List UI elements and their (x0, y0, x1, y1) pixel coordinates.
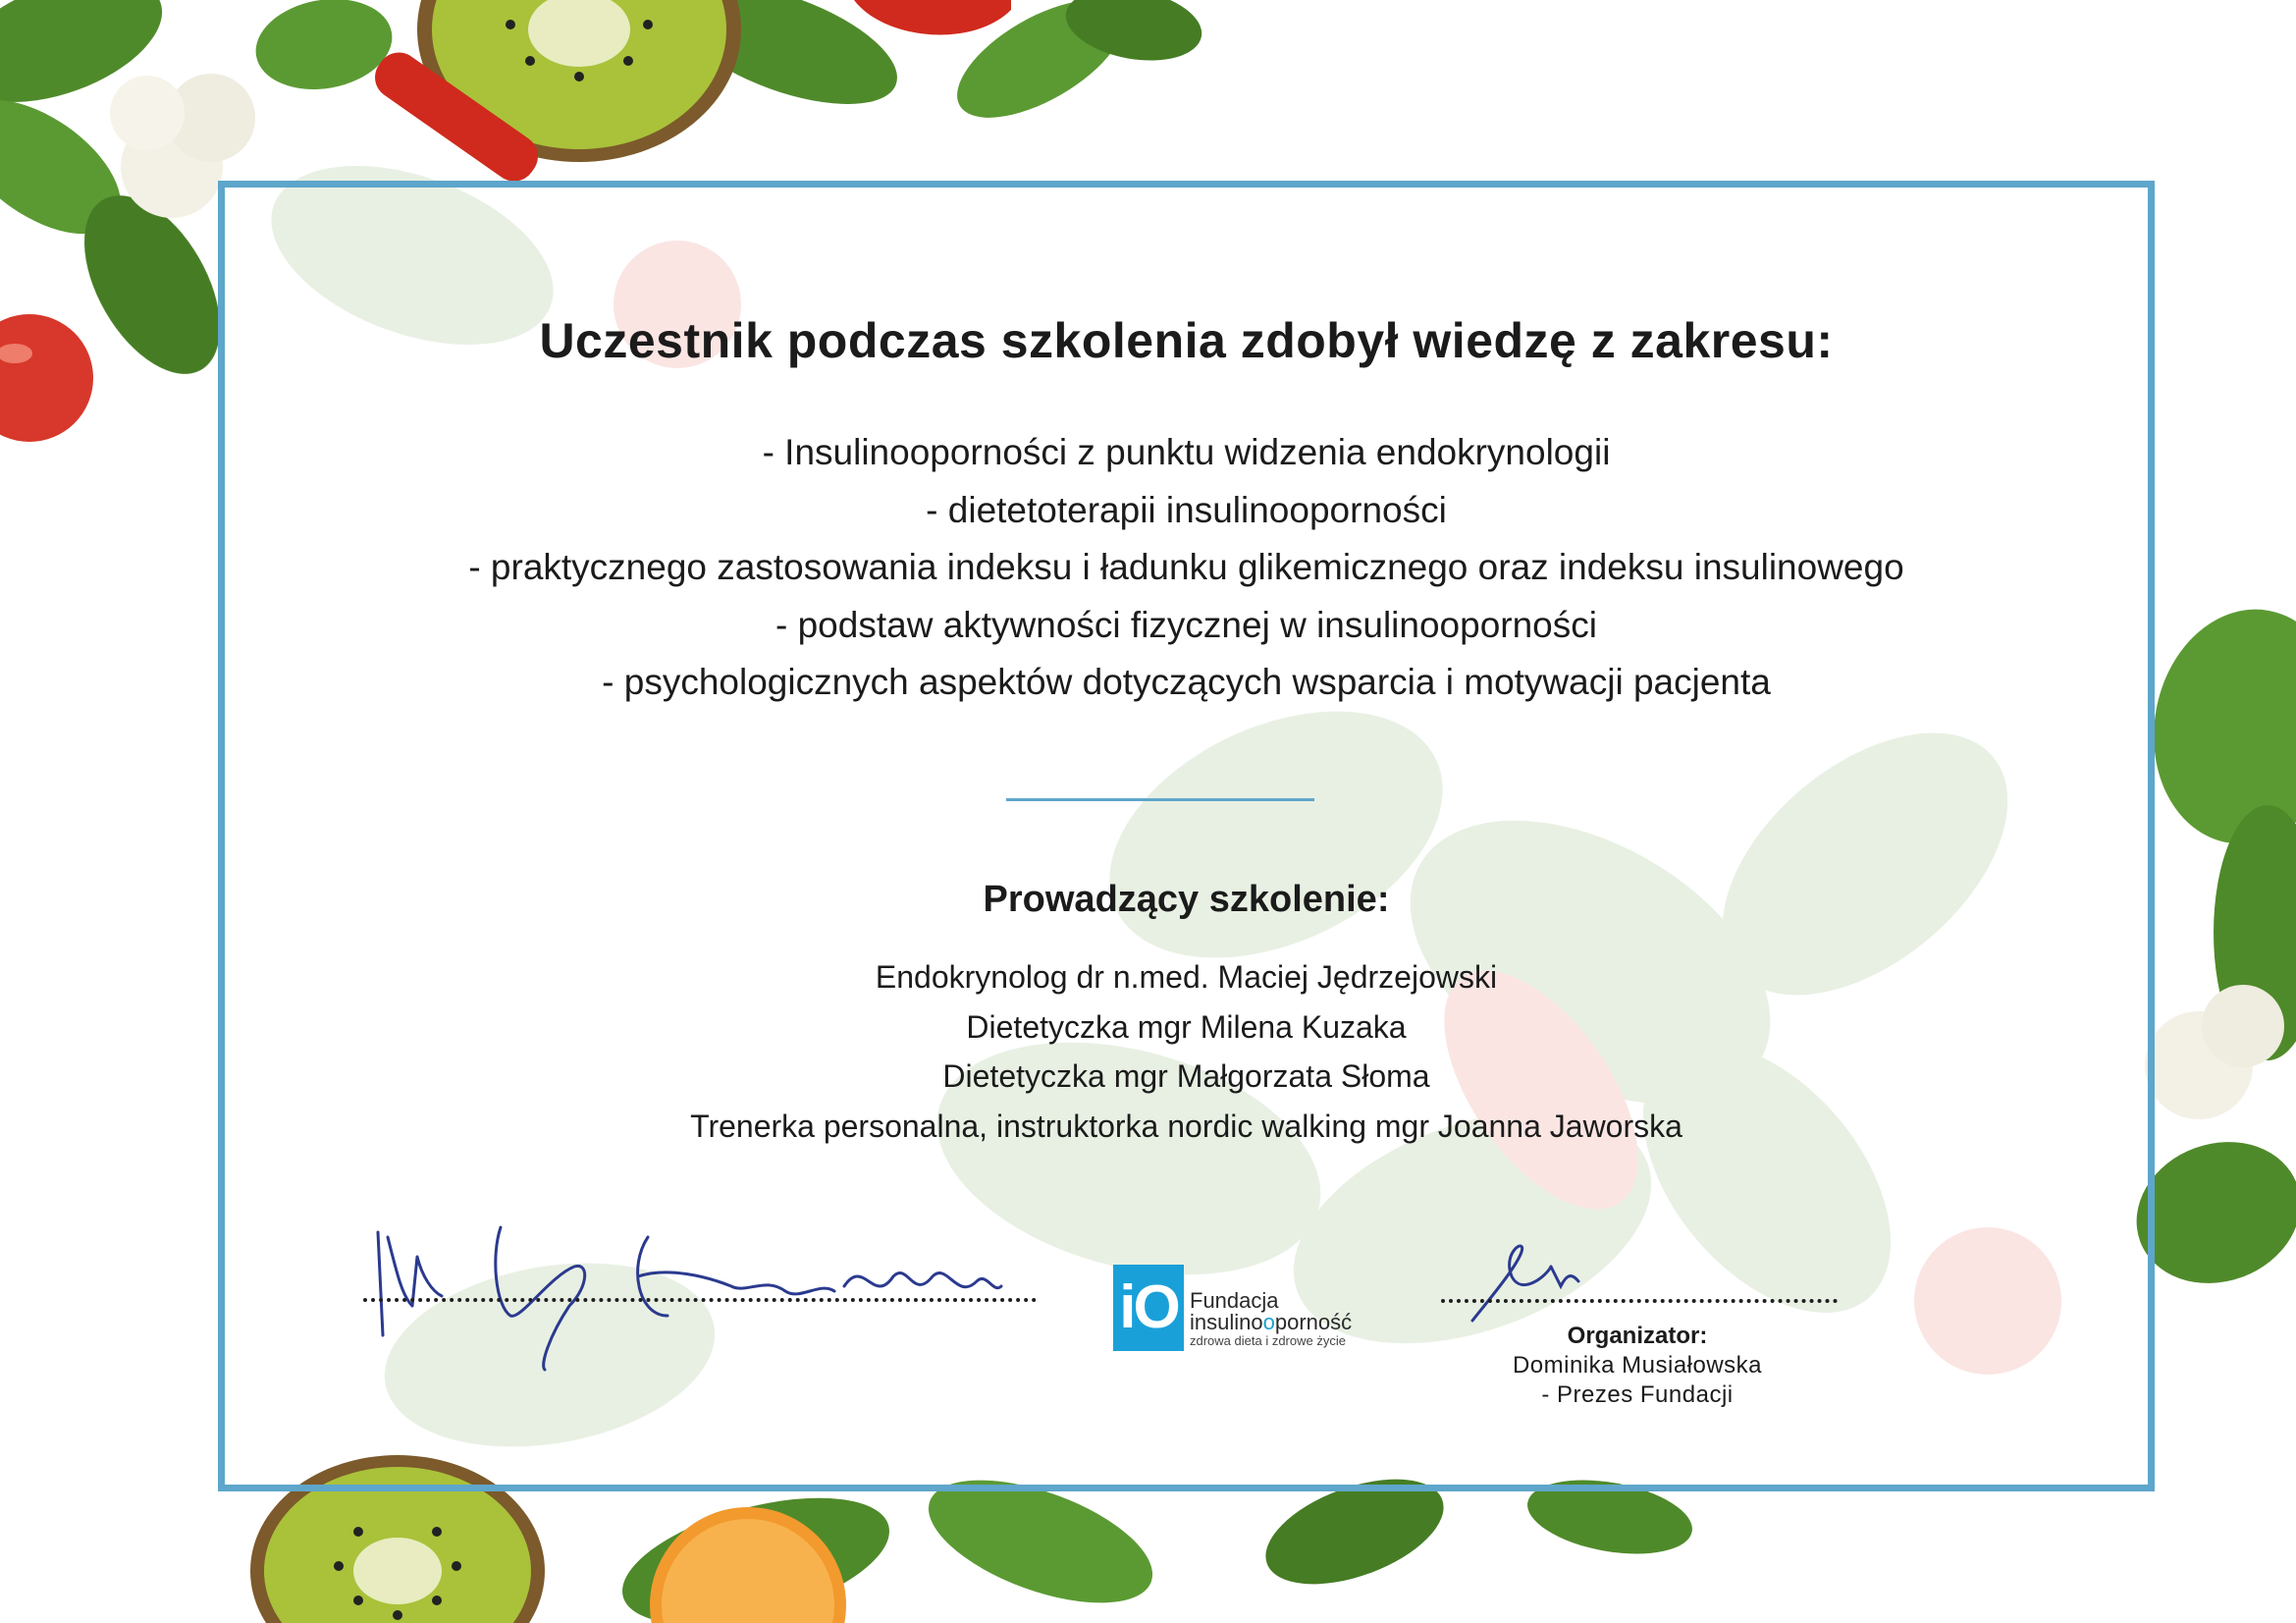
topics-list (218, 424, 2155, 712)
leaders-signature-line (363, 1298, 1037, 1302)
foundation-logo (1113, 1261, 1378, 1355)
logo-line-2-accent: o (1262, 1310, 1275, 1334)
leader-item: Dietetyczka mgr Milena Kuzaka (966, 1008, 1407, 1045)
tomato-icon (0, 314, 93, 442)
logo-line-1: Fundacja (1190, 1288, 1279, 1313)
leader-item: Dietetyczka mgr Małgorzata Słoma (942, 1058, 1430, 1094)
logo-tagline: zdrowa dieta i zdrowe życie (1190, 1333, 1346, 1348)
logo-mark: iO (1113, 1265, 1184, 1351)
topic-item: - psychologicznych aspektów dotyczących wsparcia i motywacji pacjenta (602, 662, 1771, 702)
cauliflower-icon (2145, 985, 2284, 1119)
leaders-title: Prowadzący szkolenie: (983, 879, 1390, 920)
organizer-block (1441, 1322, 1834, 1410)
topic-item: - dietetoterapii insulinooporności (926, 489, 1447, 530)
topic-item: - praktycznego zastosowania indeksu i ładunku glikemicznego oraz indeksu insulinowego (468, 547, 1904, 587)
logo-line-2-start: insulino (1190, 1310, 1263, 1334)
leader-item: Endokrynolog dr n.med. Maciej Jędrzejowski (875, 959, 1498, 995)
organizer-name: Dominika Musiałowska (1512, 1352, 1763, 1379)
certificate-heading: Uczestnik podczas szkolenia zdobył wiedzę z zakresu: (539, 313, 1834, 368)
logo-line-2-end: porność (1274, 1310, 1353, 1334)
logo-line-2 (1190, 1310, 1352, 1335)
leaders-list (218, 952, 2155, 1151)
section-divider (1006, 798, 1314, 801)
leader-item: Trenerka personalna, instruktorka nordic walking mgr Joanna Jaworska (690, 1108, 1682, 1144)
organizer-signature-line (1441, 1299, 1838, 1303)
organizer-role: - Prezes Fundacji (1541, 1381, 1734, 1408)
topic-item: - Insulinooporności z punktu widzenia endokrynologii (762, 432, 1611, 472)
organizer-label: Organizator: (1567, 1323, 1708, 1349)
topic-item: - podstaw aktywności fizycznej w insulinooporności (775, 604, 1597, 645)
